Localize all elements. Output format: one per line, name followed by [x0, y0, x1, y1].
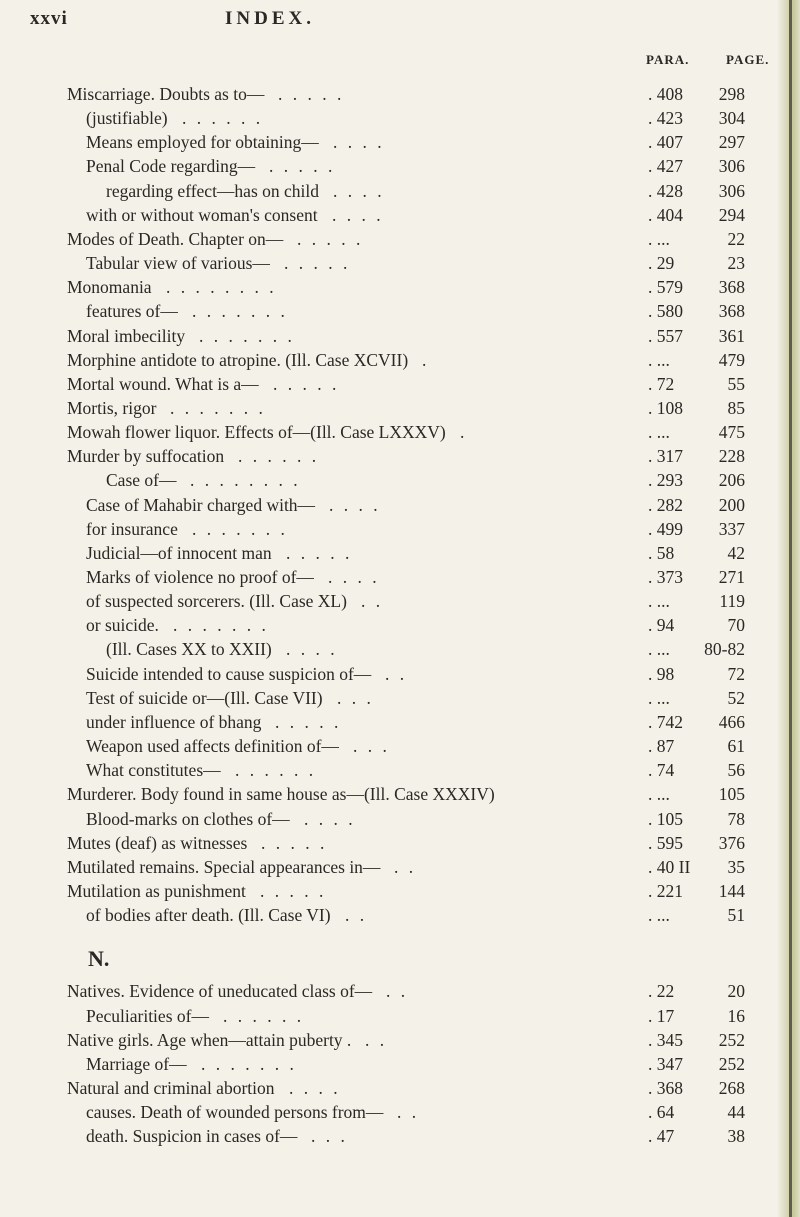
para-number: . ... [648, 639, 670, 660]
leader-dots: . . . [337, 687, 374, 708]
para-number: . 580 [648, 301, 683, 322]
page-number: xxvi [30, 8, 68, 29]
leader-dots: . . [386, 981, 409, 1002]
entry-label: regarding effect—has on child [106, 180, 319, 201]
index-entry [0, 396, 800, 420]
index-entry [0, 979, 800, 1003]
leader-dots: . . . . . [273, 373, 340, 394]
entry-label: features of— [86, 301, 178, 322]
index-entry [0, 710, 800, 734]
index-entry [0, 637, 800, 661]
leader-dots: . . . . . [269, 156, 336, 177]
index-entry [0, 565, 800, 589]
para-number: . 407 [648, 132, 683, 153]
index-entry [0, 613, 800, 637]
leader-dots: . . . [353, 736, 390, 757]
leader-dots: . . [345, 905, 368, 926]
leader-dots: . . . . . [286, 542, 353, 563]
index-entry [0, 541, 800, 565]
index-entry [0, 734, 800, 758]
leader-dots: . . . . . . . [199, 325, 295, 346]
page-number-ref: 376 [718, 832, 745, 853]
leader-dots: . . . . . . . [170, 397, 266, 418]
leader-dots: . . . . . [297, 228, 364, 249]
entry-label: Mowah flower liquor. Effects of—(Ill. Case LXXXV) [67, 422, 446, 443]
entry-label: death. Suspicion in cases of— [86, 1126, 298, 1147]
index-entry [0, 299, 800, 323]
index-entry [0, 903, 800, 927]
para-number: . 64 [648, 1102, 675, 1123]
para-number: . ... [648, 422, 670, 443]
leader-dots: . . . . [329, 494, 381, 515]
para-number: . 345 [648, 1029, 683, 1050]
para-number: . 373 [648, 567, 683, 587]
entry-label: Modes of Death. Chapter on— [67, 228, 284, 249]
para-number: . 58 [648, 542, 675, 563]
leader-dots: . . . . . . [223, 1005, 305, 1026]
leader-dots: . . [385, 663, 408, 684]
index-entry [0, 420, 800, 444]
index-entry [0, 179, 800, 203]
para-number: . 29 [648, 253, 675, 274]
entry-label: of bodies after death. (Ill. Case VI) [86, 905, 331, 926]
para-number: . ... [648, 228, 670, 249]
entry-label: Mutilated remains. Special appearances in— [67, 856, 381, 877]
para-number: . 595 [648, 832, 683, 853]
entry-label: under influence of bhang [86, 711, 262, 732]
leader-dots: . [422, 349, 430, 370]
index-entry [0, 1052, 800, 1076]
entry-label: Native girls. Age when—attain puberty . [67, 1029, 352, 1050]
page-number-ref: 466 [718, 711, 745, 732]
page-number-ref: 38 [727, 1126, 745, 1147]
index-entry [0, 1100, 800, 1124]
page-number-ref: 56 [727, 760, 745, 781]
page-number-ref: 361 [718, 325, 745, 346]
index-entry [0, 1004, 800, 1028]
leader-dots: . . . . [332, 204, 384, 225]
page-number-ref: 72 [727, 663, 745, 684]
index-entry [0, 106, 800, 130]
leader-dots: . . . . . . . [192, 518, 288, 539]
page-number-ref: 228 [718, 446, 745, 467]
leader-dots: . . . . . . . [173, 615, 269, 636]
para-number: . 108 [648, 397, 683, 418]
entry-label: Tabular view of various— [86, 253, 270, 274]
leader-dots: . . . . . . [235, 760, 317, 781]
index-entry [0, 203, 800, 227]
index-entry [0, 782, 800, 806]
entry-label: What constitutes— [86, 760, 221, 781]
page-number-ref: 298 [718, 84, 745, 104]
leader-dots: . . . . . [275, 711, 342, 732]
index-entry [0, 154, 800, 178]
para-number: . 499 [648, 518, 683, 539]
page-number-ref: 304 [718, 108, 745, 129]
para-number: . 47 [648, 1126, 675, 1147]
entry-label: Judicial—of innocent man [86, 542, 272, 563]
index-entry [0, 758, 800, 782]
index-entry [0, 493, 800, 517]
para-number: . 22 [648, 981, 675, 1002]
page-number-ref: 294 [718, 204, 745, 225]
leader-dots: . . . . [333, 180, 385, 201]
entry-label: Murderer. Body found in same house as—(Ill. Case XXXIV) [67, 784, 495, 805]
para-number: . 317 [648, 446, 683, 467]
para-number: . 557 [648, 325, 683, 346]
page-number-ref: 368 [718, 301, 745, 322]
para-number: . 72 [648, 373, 675, 394]
para-number: . 282 [648, 494, 683, 515]
para-number: . 105 [648, 808, 683, 829]
leader-dots: . . . [311, 1126, 348, 1147]
index-entry [0, 1076, 800, 1100]
para-number: . 427 [648, 156, 683, 177]
para-number: . 94 [648, 615, 675, 636]
para-number: . 404 [648, 204, 683, 225]
page-number-ref: 268 [718, 1078, 745, 1098]
page-number-ref: 51 [727, 905, 745, 926]
entry-label: Murder by suffocation [67, 446, 225, 467]
leader-dots: . . . . . [284, 253, 351, 274]
entry-label: Test of suicide or—(Ill. Case VII) [86, 687, 323, 708]
para-number: . 40 II [648, 856, 691, 877]
entry-label: Case of Mahabir charged with— [86, 494, 316, 515]
page-number-ref: 200 [718, 494, 745, 515]
page-number-ref: 297 [718, 132, 745, 153]
entry-label: Natives. Evidence of uneducated class of— [67, 981, 373, 1002]
leader-dots: . . . . [304, 808, 356, 829]
leader-dots: . . [394, 856, 417, 877]
leader-dots: . [460, 422, 468, 443]
entry-label: Mortis, rigor [67, 397, 157, 418]
para-number: . 293 [648, 470, 683, 491]
page-number-ref: 78 [727, 808, 745, 829]
page-number-ref: 368 [718, 277, 745, 298]
para-number: . 17 [648, 1005, 675, 1026]
page-number-ref: 52 [727, 687, 745, 708]
leader-dots: . . . . [333, 132, 385, 153]
para-number: . ... [648, 784, 670, 805]
page-number-ref: 70 [727, 615, 745, 636]
entry-label: Mutilation as punishment [67, 880, 246, 901]
para-number: . 98 [648, 663, 675, 684]
para-number: . ... [648, 349, 670, 370]
entry-label: (Ill. Cases XX to XXII) [106, 639, 272, 660]
leader-dots: . . . . . [260, 880, 327, 901]
para-number: . 408 [648, 84, 683, 104]
para-number: . 347 [648, 1053, 683, 1074]
page-number-ref: 271 [718, 567, 745, 587]
page-number-ref: 475 [718, 422, 745, 443]
index-entry [0, 879, 800, 903]
entry-label: Marriage of— [86, 1053, 187, 1074]
entry-label: Peculiarities of— [86, 1005, 209, 1026]
para-number: . 74 [648, 760, 675, 781]
para-number: . 368 [648, 1078, 683, 1098]
leader-dots: . . . . [286, 639, 338, 660]
page-number-ref: 35 [727, 856, 745, 877]
column-header-page: PAGE. [726, 52, 770, 67]
para-number: . 742 [648, 711, 683, 732]
column-header-para: PARA. [646, 52, 690, 67]
leader-dots: . . . . . . . . [190, 470, 301, 491]
entry-label: of suspected sorcerers. (Ill. Case XL) [86, 591, 347, 612]
entry-label: N. [88, 946, 110, 972]
page-number-ref: 80-82 [704, 639, 745, 660]
index-entry [0, 662, 800, 686]
entry-label: Mutes (deaf) as witnesses [67, 832, 248, 853]
entry-label: Suicide intended to cause suspicion of— [86, 663, 372, 684]
page-number-ref: 479 [718, 349, 745, 370]
leader-dots: . . . . [289, 1078, 341, 1098]
entry-label: Moral imbecility [67, 325, 186, 346]
leader-dots: . . . . [328, 567, 380, 587]
leader-dots: . . . . . . . [192, 301, 288, 322]
entry-label: or suicide. [86, 615, 159, 636]
page-number-ref: 61 [727, 736, 745, 757]
index-entry [0, 517, 800, 541]
leader-dots: . . . . . . . . [166, 277, 277, 298]
leader-dots: . . [397, 1102, 420, 1123]
leader-dots: . . . . . [278, 84, 345, 104]
index-entry [0, 372, 800, 396]
section-heading [0, 947, 800, 971]
page-number-ref: 306 [718, 180, 745, 201]
entry-label: Marks of violence no proof of— [86, 567, 314, 587]
index-entry [0, 227, 800, 251]
entry-label: causes. Death of wounded persons from— [86, 1102, 384, 1123]
index-entry [0, 831, 800, 855]
page-number-ref: 20 [727, 981, 745, 1002]
entry-label: Mortal wound. What is a— [67, 373, 259, 394]
index-entry [0, 686, 800, 710]
index-entry [0, 251, 800, 275]
page-number-ref: 85 [727, 397, 745, 418]
entry-label: Penal Code regarding— [86, 156, 256, 177]
entry-label: with or without woman's consent [86, 204, 318, 225]
para-number: . 87 [648, 736, 675, 757]
page-number-ref: 42 [727, 542, 745, 563]
index-entry [0, 1028, 800, 1052]
entry-label: for insurance [86, 518, 178, 539]
page-number-ref: 337 [718, 518, 745, 539]
page-number-ref: 306 [718, 156, 745, 177]
index-entry [0, 1124, 800, 1148]
index-entry [0, 82, 800, 106]
entry-label: Miscarriage. Doubts as to— [67, 84, 265, 104]
page-title: INDEX. [225, 8, 315, 29]
index-entry [0, 275, 800, 299]
index-entry [0, 324, 800, 348]
index-entry [0, 130, 800, 154]
page-number-ref: 55 [727, 373, 745, 394]
index-entry [0, 855, 800, 879]
index-entry [0, 444, 800, 468]
para-number: . 423 [648, 108, 683, 129]
page-number-ref: 16 [727, 1005, 745, 1026]
index-entry [0, 348, 800, 372]
para-number: . ... [648, 905, 670, 926]
entry-label: Case of— [106, 470, 177, 491]
index-entry [0, 807, 800, 831]
page-number-ref: 252 [718, 1053, 745, 1074]
leader-dots: . . [361, 591, 384, 612]
page-number-ref: 144 [718, 880, 745, 901]
page-header [30, 8, 490, 36]
entry-label: Weapon used affects definition of— [86, 736, 339, 757]
leader-dots: . . . . . . [238, 446, 320, 467]
page-number-ref: 206 [718, 470, 745, 491]
para-number: . 428 [648, 180, 683, 201]
entry-label: Blood-marks on clothes of— [86, 808, 290, 829]
entry-label: Means employed for obtaining— [86, 132, 319, 153]
page-number-ref: 22 [727, 228, 745, 249]
leader-dots: . . [365, 1029, 388, 1050]
index-entry [0, 589, 800, 613]
page-number-ref: 105 [718, 784, 745, 805]
para-number: . ... [648, 591, 670, 612]
entry-label: Morphine antidote to atropine. (Ill. Case XCVII) [67, 349, 409, 370]
entry-label: (justifiable) [86, 108, 168, 129]
index-entry [0, 468, 800, 492]
page-number-ref: 44 [727, 1102, 745, 1123]
entry-label: Monomania [67, 277, 152, 298]
leader-dots: . . . . . . [182, 108, 264, 129]
page-number-ref: 23 [727, 253, 745, 274]
para-number: . 221 [648, 880, 683, 901]
para-number: . ... [648, 687, 670, 708]
page-number-ref: 119 [719, 591, 745, 612]
para-number: . 579 [648, 277, 683, 298]
page-number-ref: 252 [718, 1029, 745, 1050]
leader-dots: . . . . . . . [201, 1053, 297, 1074]
entry-label: Natural and criminal abortion [67, 1078, 275, 1098]
leader-dots: . . . . . [261, 832, 328, 853]
